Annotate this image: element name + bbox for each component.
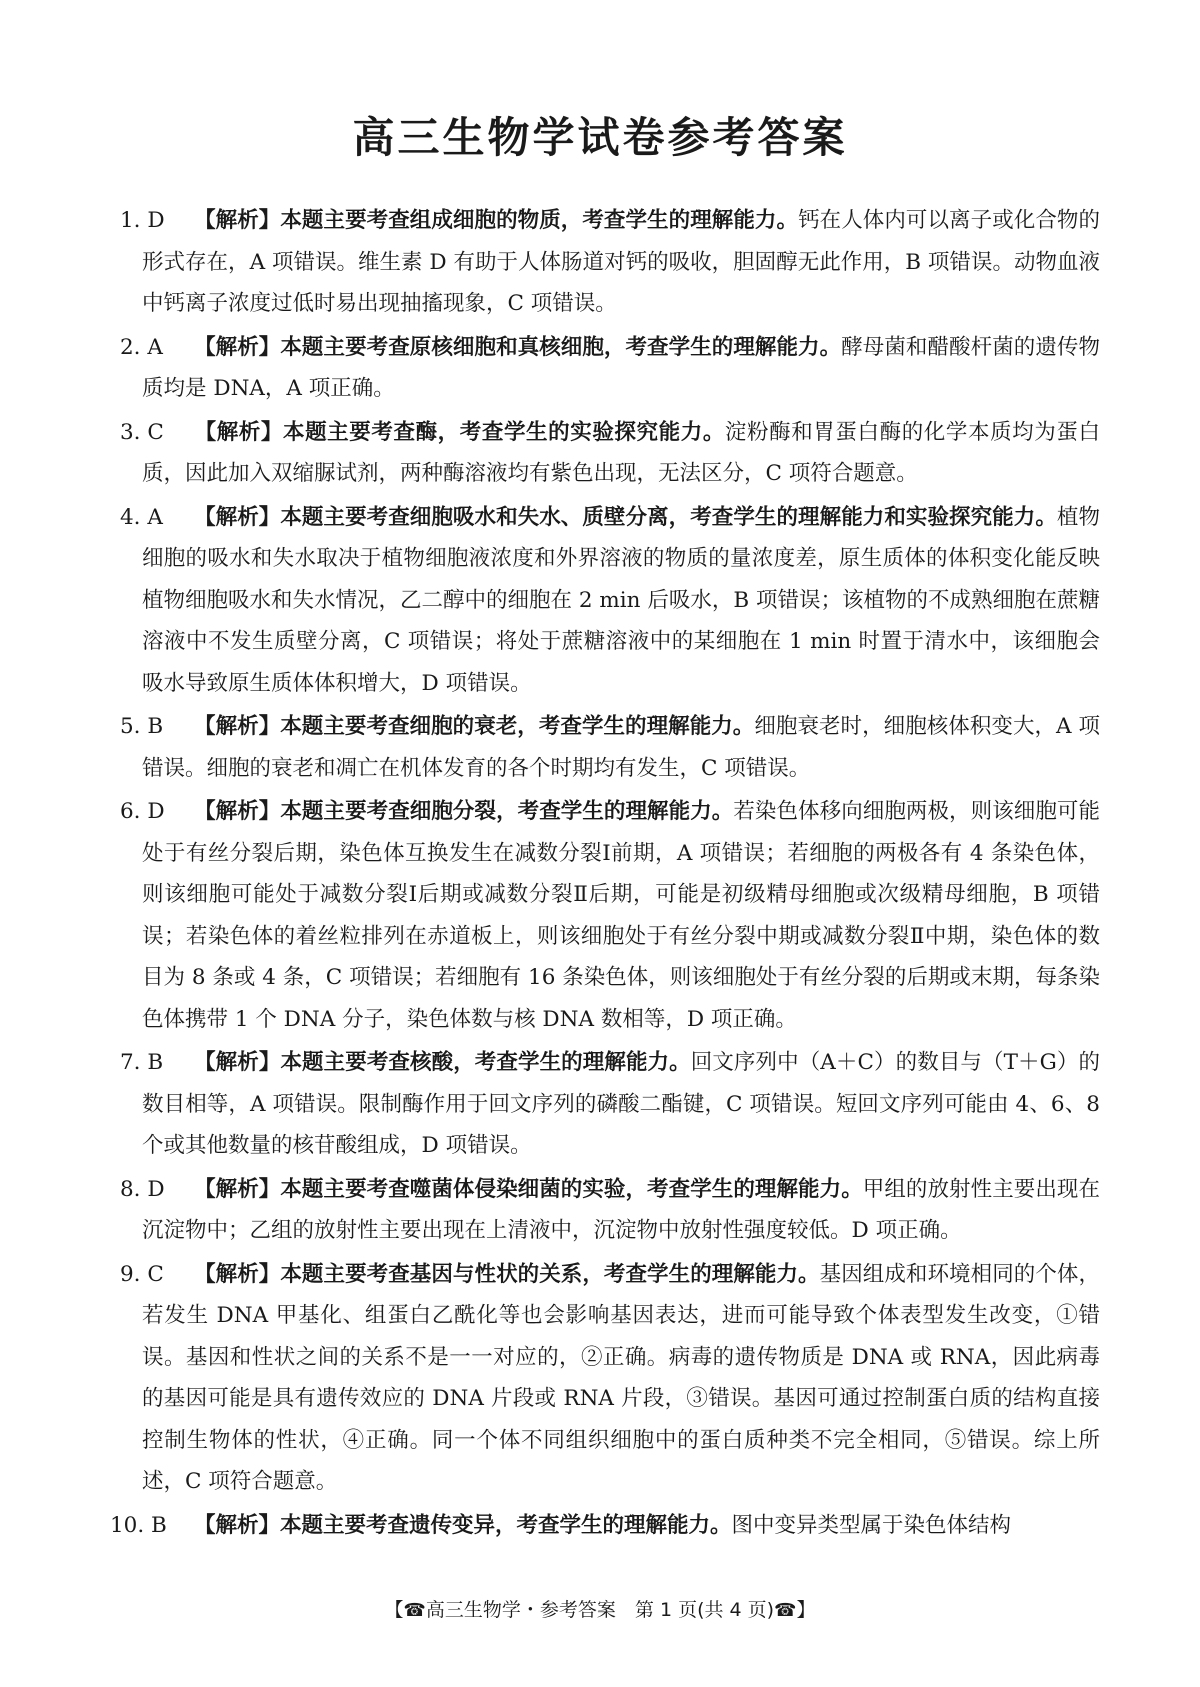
analysis-summary: 本题主要考查核酸，考查学生的理解能力。: [280, 1050, 691, 1075]
analysis-summary: 本题主要考查原核细胞和真核细胞，考查学生的理解能力。: [280, 334, 842, 360]
analysis-summary: 本题主要考查细胞的衰老，考查学生的理解能力。: [280, 714, 755, 739]
page-footer: [0, 1596, 1200, 1625]
answer-item-9: [120, 1254, 1100, 1503]
answer-number: 2. A: [120, 334, 163, 360]
answer-number: 10. B: [110, 1512, 167, 1538]
answer-number: 1. D: [120, 208, 165, 233]
answer-number: 3. C: [120, 419, 164, 445]
footer-text: 高三生物学・参考答案 第 1 页(共 4 页): [425, 1599, 775, 1621]
analysis-text: 基因组成和环境相同的个体，若发生 DNA 甲基化、组蛋白乙酰化等也会影响基因表达，进而可能导致个体表型发生改变，①错误。基因和性状之间的关系不是一一对应的，②正确。病毒的遗传物质是 DNA 或 RNA，因此病毒的基因可能是具有遗传效应的 DNA 片段或 RNA 片段，③错误。基因可通过控制蛋白质的结构直接控制生物体的性状，④正确。同一个体不同组织细胞中的蛋白质种类不完全相同，⑤错误。综上所述，C 项符合题意。: [142, 1261, 1100, 1494]
answer-item-8: [120, 1169, 1100, 1252]
analysis-tag: 【解析】: [194, 714, 281, 739]
analysis-summary: 本题主要考查基因与性状的关系，考查学生的理解能力。: [280, 1261, 820, 1287]
analysis-summary: 本题主要考查噬菌体侵染细菌的实验，考查学生的理解能力。: [280, 1176, 863, 1202]
analysis-text: 甲组的放射性主要出现在沉淀物中；乙组的放射性主要出现在上清液中，沉淀物中放射性强度较低。D 项正确。: [142, 1176, 1100, 1243]
analysis-tag: 【解析】: [194, 1050, 281, 1075]
answer-number: 5. B: [120, 714, 164, 739]
answer-item-3: [120, 412, 1100, 495]
analysis-tag: 【解析】: [194, 1176, 281, 1202]
analysis-text: 植物细胞的吸水和失水取决于植物细胞液浓度和外界溶液的物质的量浓度差，原生质体的体积变化能反映植物细胞吸水和失水情况，乙二醇中的细胞在 2 min 后吸水，B 项错误；该植物的不成熟细胞在蔗糖溶液中不发生质壁分离，C 项错误；将处于蔗糖溶液中的某细胞在 1 min 时置于清水中，该细胞会吸水导致原生质体体积增大，D 项错误。: [142, 504, 1100, 696]
analysis-tag: 【解析】: [194, 1512, 281, 1538]
answer-number: 4. A: [120, 504, 163, 530]
analysis-text: 若染色体移向细胞两极，则该细胞可能处于有丝分裂后期，染色体互换发生在减数分裂Ⅰ前期，A 项错误；若细胞的两极各有 4 条染色体，则该细胞可能处于减数分裂Ⅰ后期或减数分裂Ⅱ后期，可能是初级精母细胞或次级精母细胞，B 项错误；若染色体的着丝粒排列在赤道板上，则该细胞处于有丝分裂中期或减数分裂Ⅱ中期，染色体的数目为 8 条或 4 条，C 项错误；若细胞有 16 条染色体，则该细胞处于有丝分裂的后期或末期，每条染色体携带 1 个 DNA 分子，染色体数与核 DNA 数相等，D 项正确。: [142, 799, 1100, 1032]
answer-item-7: [120, 1042, 1100, 1167]
analysis-summary: 本题主要考查酶，考查学生的实验探究能力。: [282, 419, 725, 445]
answer-item-10: [110, 1505, 1100, 1547]
analysis-text: 淀粉酶和胃蛋白酶的化学本质均为蛋白质，因此加入双缩脲试剂，两种酶溶液均有紫色出现，无法区分，C 项符合题意。: [142, 419, 1100, 486]
answer-number: 8. D: [120, 1176, 165, 1202]
analysis-text: 细胞衰老时，细胞核体积变大，A 项错误。细胞的衰老和凋亡在机体发育的各个时期均有发生，C 项错误。: [142, 714, 1100, 781]
analysis-tag: 【解析】: [194, 208, 281, 233]
analysis-summary: 本题主要考查细胞吸水和失水、质壁分离，考查学生的理解能力和实验探究能力。: [280, 504, 1057, 530]
footer-bracket-left: 【: [384, 1599, 404, 1621]
answer-number: 7. B: [120, 1050, 164, 1075]
analysis-summary: 本题主要考查细胞分裂，考查学生的理解能力。: [280, 799, 734, 824]
analysis-text: 酵母菌和醋酸杆菌的遗传物质均是 DNA，A 项正确。: [142, 334, 1100, 401]
answer-item-5: [120, 706, 1100, 789]
phone-icon: ☎: [403, 1600, 426, 1621]
answer-item-1: [120, 200, 1100, 325]
analysis-summary: 本题主要考查遗传变异，考查学生的理解能力。: [280, 1512, 732, 1538]
analysis-tag: 【解析】: [194, 334, 281, 360]
answer-list: [110, 200, 1100, 1548]
analysis-tag: 【解析】: [194, 1261, 281, 1287]
analysis-tag: 【解析】: [194, 504, 281, 530]
answer-number: 6. D: [120, 799, 165, 824]
analysis-summary: 本题主要考查组成细胞的物质，考查学生的理解能力。: [280, 208, 799, 233]
answer-number: 9. C: [120, 1261, 164, 1287]
analysis-tag: 【解析】: [194, 799, 281, 824]
analysis-text: 图中变异类型属于染色体结构: [731, 1512, 1012, 1538]
analysis-text: 回文序列中（A＋C）的数目与（T＋G）的数目相等，A 项错误。限制酶作用于回文序列的磷酸二酯键，C 项错误。短回文序列可能由 4、6、8 个或其他数量的核苷酸组成，D 项错误。: [142, 1050, 1100, 1158]
analysis-text: 钙在人体内可以离子或化合物的形式存在，A 项错误。维生素 D 有助于人体肠道对钙的吸收，胆固醇无此作用，B 项错误。动物血液中钙离子浓度过低时易出现抽搐现象，C 项错误。: [142, 208, 1100, 316]
analysis-tag: 【解析】: [194, 419, 283, 445]
footer-bracket-right: 】: [796, 1599, 816, 1621]
answer-item-4: [120, 497, 1100, 705]
phone-icon: ☎: [774, 1600, 797, 1621]
answer-item-6: [120, 791, 1100, 1040]
page-title: 高三生物学试卷参考答案: [352, 113, 848, 162]
answer-item-2: [120, 327, 1100, 410]
